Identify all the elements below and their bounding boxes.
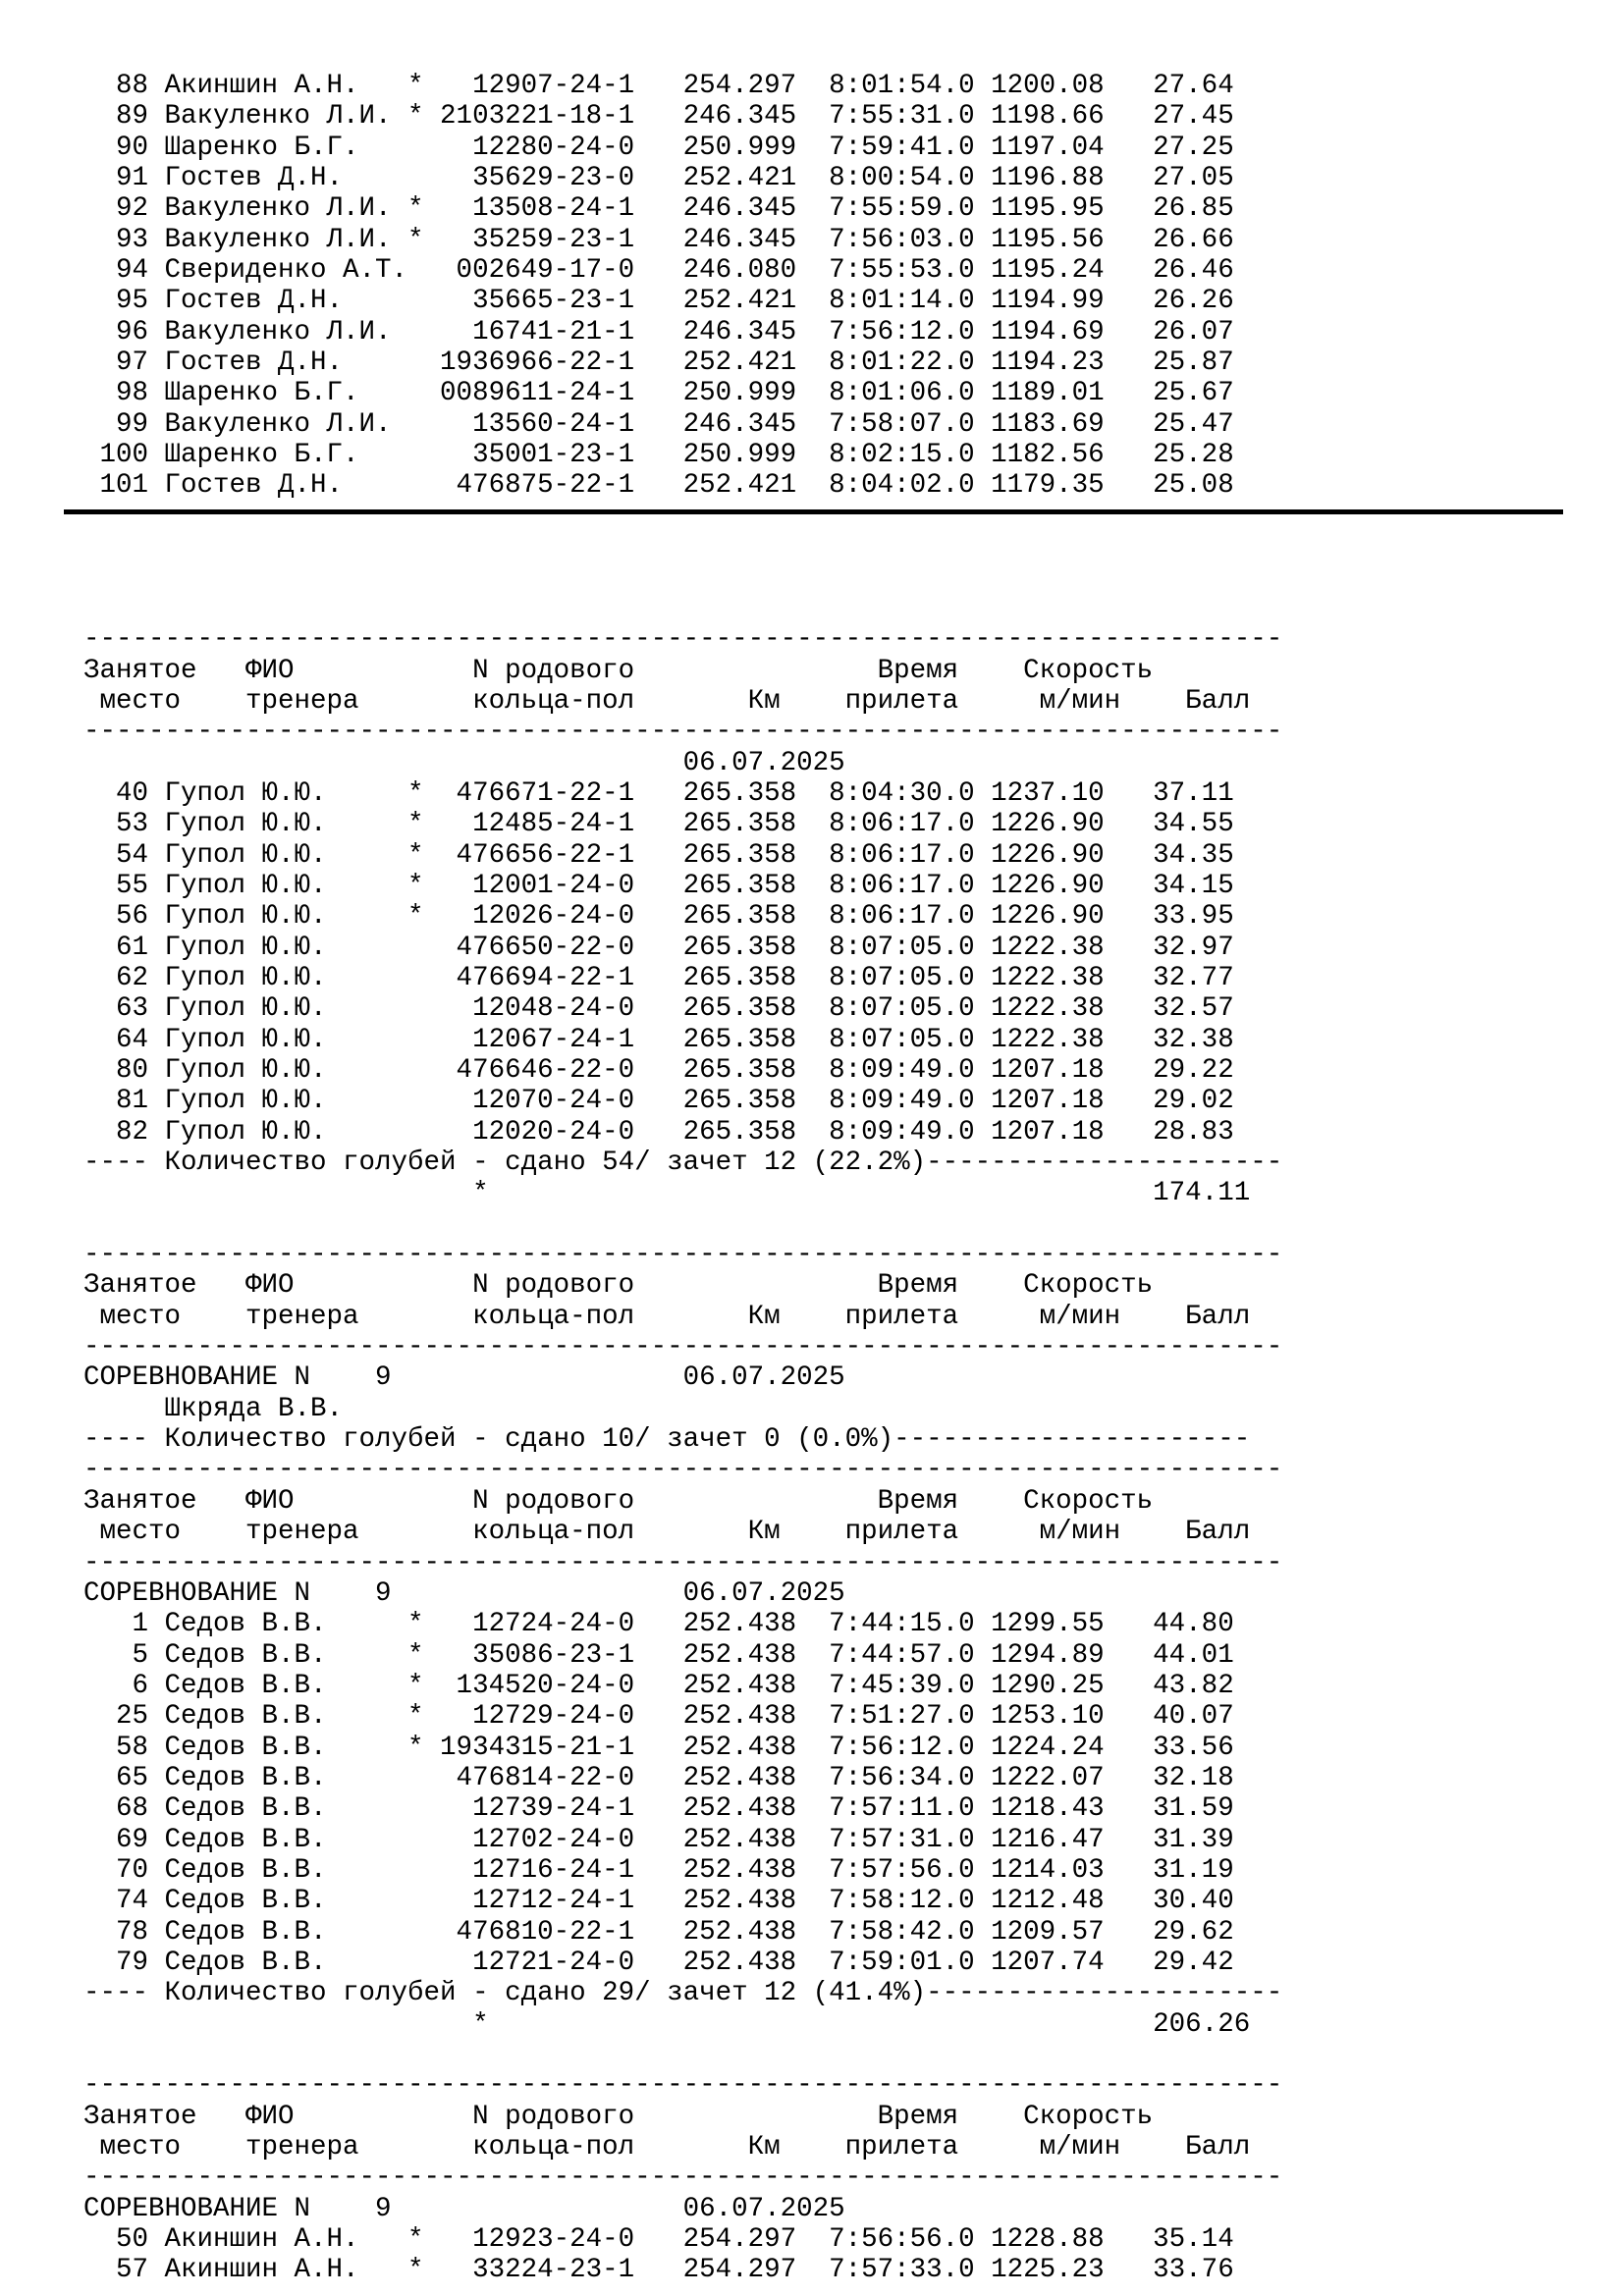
blank-line xyxy=(83,2040,1624,2070)
separator-line: -------------------------------------------------------------------------- xyxy=(83,1332,1283,1363)
result-row: 50 Акиншин А.Н. * 12923-24-0 254.297 7:56:56.0 1228.88 35.14 xyxy=(83,2224,1234,2256)
result-row: 58 Седов В.В. * 1934315-21-1 252.438 7:56:12.0 1224.24 33.56 xyxy=(83,1732,1234,1763)
column-header-line: место тренера кольца-пол Км прилета м/мин Балл xyxy=(83,685,1251,717)
competition-line: СОРЕВНОВАНИЕ N 9 06.07.2025 xyxy=(83,2193,845,2224)
summary-line: ---- Количество голубей - сдано 54/ зачет 12 (22.2%)---------------------- xyxy=(83,1148,1283,1179)
page-divider-line xyxy=(83,502,1624,532)
column-header-line: место тренера кольца-пол Км прилета м/мин Балл xyxy=(83,2132,1251,2163)
result-row: 90 Шаренко Б.Г. 12280-24-0 250.999 7:59:41.0 1197.04 27.25 xyxy=(83,132,1234,163)
result-row: 65 Седов В.В. 476814-22-0 252.438 7:56:34.0 1222.07 32.18 xyxy=(83,1762,1234,1793)
result-row: 64 Гупол Ю.Ю. 12067-24-1 265.358 8:07:05.0 1222.38 32.38 xyxy=(83,1024,1234,1055)
result-row: 5 Седов В.В. * 35086-23-1 252.438 7:44:57.0 1294.89 44.01 xyxy=(83,1639,1234,1671)
result-row: 56 Гупол Ю.Ю. * 12026-24-0 265.358 8:06:17.0 1226.90 33.95 xyxy=(83,901,1234,933)
result-row: 55 Гупол Ю.Ю. * 12001-24-0 265.358 8:06:17.0 1226.90 34.15 xyxy=(83,870,1234,901)
trainer-line: Шкряда В.В. xyxy=(83,1393,344,1424)
result-row: 70 Седов В.В. 12716-24-1 252.438 7:57:56.0 1214.03 31.19 xyxy=(83,1854,1234,1886)
result-row: 98 Шаренко Б.Г. 0089611-24-1 250.999 8:01:06.0 1189.01 25.67 xyxy=(83,378,1234,409)
blank-line xyxy=(83,532,1624,562)
separator-line: -------------------------------------------------------------------------- xyxy=(83,2070,1283,2102)
separator-line: -------------------------------------------------------------------------- xyxy=(83,717,1283,748)
result-row: 82 Гупол Ю.Ю. 12020-24-0 265.358 8:09:49.0 1207.18 28.83 xyxy=(83,1116,1234,1148)
result-row: 62 Гупол Ю.Ю. 476694-22-1 265.358 8:07:05.0 1222.38 32.77 xyxy=(83,962,1234,993)
blank-line xyxy=(83,594,1624,624)
result-row: 74 Седов В.В. 12712-24-1 252.438 7:58:12.0 1212.48 30.40 xyxy=(83,1886,1234,1917)
result-row: 78 Седов В.В. 476810-22-1 252.438 7:58:42.0 1209.57 29.62 xyxy=(83,1916,1234,1948)
separator-line: -------------------------------------------------------------------------- xyxy=(83,624,1283,656)
result-row: 96 Вакуленко Л.И. 16741-21-1 246.345 7:56:12.0 1194.69 26.07 xyxy=(83,316,1234,347)
result-row: 97 Гостев Д.Н. 1936966-22-1 252.421 8:01:22.0 1194.23 25.87 xyxy=(83,347,1234,379)
result-row: 6 Седов В.В. * 134520-24-0 252.438 7:45:39.0 1290.25 43.82 xyxy=(83,1670,1234,1701)
result-row: 81 Гупол Ю.Ю. 12070-24-0 265.358 8:09:49.0 1207.18 29.02 xyxy=(83,1086,1234,1117)
column-header-line: место тренера кольца-пол Км прилета м/мин Балл xyxy=(83,1517,1251,1548)
result-row: 54 Гупол Ю.Ю. * 476656-22-1 265.358 8:06:17.0 1226.90 34.35 xyxy=(83,839,1234,871)
competition-line: СОРЕВНОВАНИЕ N 9 06.07.2025 xyxy=(83,1577,845,1609)
total-line: * 206.26 xyxy=(83,2008,1251,2040)
total-line: * 174.11 xyxy=(83,1178,1251,1209)
result-row: 99 Вакуленко Л.И. 13560-24-1 246.345 7:58:07.0 1183.69 25.47 xyxy=(83,408,1234,440)
column-header-line: Занятое ФИО N родового Время Скорость xyxy=(83,1270,1154,1302)
summary-line: ---- Количество голубей - сдано 29/ зачет 12 (41.4%)---------------------- xyxy=(83,1978,1283,2009)
result-row: 40 Гупол Ю.Ю. * 476671-22-1 265.358 8:04:30.0 1237.10 37.11 xyxy=(83,777,1234,809)
competition-line: СОРЕВНОВАНИЕ N 9 06.07.2025 xyxy=(83,1362,845,1394)
date-line: 06.07.2025 xyxy=(83,747,845,778)
result-row: 63 Гупол Ю.Ю. 12048-24-0 265.358 8:07:05.0 1222.38 32.57 xyxy=(83,993,1234,1025)
result-row: 93 Вакуленко Л.И. * 35259-23-1 246.345 7:56:03.0 1195.56 26.66 xyxy=(83,224,1234,255)
result-row: 100 Шаренко Б.Г. 35001-23-1 250.999 8:02:15.0 1182.56 25.28 xyxy=(83,440,1234,471)
result-row: 61 Гупол Ю.Ю. 476650-22-0 265.358 8:07:05.0 1222.38 32.97 xyxy=(83,932,1234,963)
result-row: 68 Седов В.В. 12739-24-1 252.438 7:57:11.0 1218.43 31.59 xyxy=(83,1793,1234,1825)
result-row: 25 Седов В.В. * 12729-24-0 252.438 7:51:27.0 1253.10 40.07 xyxy=(83,1701,1234,1733)
result-row: 53 Гупол Ю.Ю. * 12485-24-1 265.358 8:06:17.0 1226.90 34.55 xyxy=(83,809,1234,840)
column-header-line: Занятое ФИО N родового Время Скорость xyxy=(83,2101,1154,2132)
column-header-line: Занятое ФИО N родового Время Скорость xyxy=(83,655,1154,686)
result-row: 89 Вакуленко Л.И. * 2103221-18-1 246.345 7:55:31.0 1198.66 27.45 xyxy=(83,101,1234,133)
result-row: 91 Гостев Д.Н. 35629-23-0 252.421 8:00:54.0 1196.88 27.05 xyxy=(83,163,1234,194)
result-row: 94 Свериденко А.Т. 002649-17-0 246.080 7:55:53.0 1195.24 26.46 xyxy=(83,255,1234,287)
column-header-line: Занятое ФИО N родового Время Скорость xyxy=(83,1485,1154,1517)
summary-line: ---- Количество голубей - сдано 10/ зачет 0 (0.0%)---------------------- xyxy=(83,1424,1251,1456)
result-row: 1 Седов В.В. * 12724-24-0 252.438 7:44:15.0 1299.55 44.80 xyxy=(83,1609,1234,1640)
result-row: 95 Гостев Д.Н. 35665-23-1 252.421 8:01:14.0 1194.99 26.26 xyxy=(83,286,1234,317)
result-row: 92 Вакуленко Л.И. * 13508-24-1 246.345 7:55:59.0 1195.95 26.85 xyxy=(83,193,1234,225)
separator-line: -------------------------------------------------------------------------- xyxy=(83,1240,1283,1271)
blank-line xyxy=(83,1209,1624,1240)
column-header-line: место тренера кольца-пол Км прилета м/мин Балл xyxy=(83,1301,1251,1332)
result-row: 57 Акиншин А.Н. * 33224-23-1 254.297 7:57:33.0 1225.23 33.76 xyxy=(83,2255,1234,2286)
result-row: 69 Седов В.В. 12702-24-0 252.438 7:57:31.0 1216.47 31.39 xyxy=(83,1824,1234,1855)
separator-line: -------------------------------------------------------------------------- xyxy=(83,1547,1283,1578)
separator-line: -------------------------------------------------------------------------- xyxy=(83,2163,1283,2194)
thick-rule-bar xyxy=(64,509,1563,514)
result-row: 80 Гупол Ю.Ю. 476646-22-0 265.358 8:09:49.0 1207.18 29.22 xyxy=(83,1055,1234,1086)
result-row: 79 Седов В.В. 12721-24-0 252.438 7:59:01.0 1207.74 29.42 xyxy=(83,1947,1234,1978)
result-row: 88 Акиншин А.Н. * 12907-24-1 254.297 8:01:54.0 1200.08 27.64 xyxy=(83,71,1234,101)
result-row: 101 Гостев Д.Н. 476875-22-1 252.421 8:04:02.0 1179.35 25.08 xyxy=(83,470,1234,502)
separator-line: -------------------------------------------------------------------------- xyxy=(83,1455,1283,1486)
blank-line xyxy=(83,563,1624,594)
